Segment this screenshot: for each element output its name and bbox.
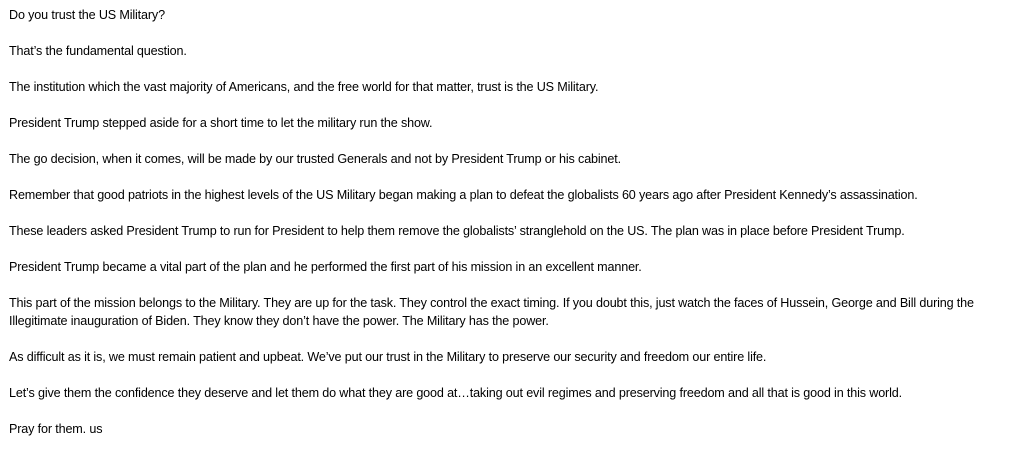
paragraph-confidence: Let’s give them the confidence they deserve and let them do what they are good at…taking out evil regimes and preserving freedom and all that is good in this world. <box>9 386 902 400</box>
paragraph-leaders: These leaders asked President Trump to run for President to help them remove the globalists’ stranglehold on the US. The plan was in place before President Trump. <box>9 224 905 238</box>
document-body <box>9 6 1021 438</box>
paragraph-patient: As difficult as it is, we must remain patient and upbeat. We’ve put our trust in the Military to preserve our security and freedom our entire life. <box>9 350 767 364</box>
paragraph-institution: The institution which the vast majority of Americans, and the free world for that matter, trust is the US Military. <box>9 80 599 94</box>
paragraph-question: Do you trust the US Military? <box>9 8 165 22</box>
paragraph-stepped-aside: President Trump stepped aside for a short time to let the military run the show. <box>9 116 433 130</box>
paragraph-pray: Pray for them. us <box>9 422 103 436</box>
paragraph-fundamental: That’s the fundamental question. <box>9 44 187 58</box>
paragraph-remember: Remember that good patriots in the highest levels of the US Military began making a plan to defeat the globalists 60 years ago after President Kennedy’s assassination. <box>9 188 918 202</box>
paragraph-mission: This part of the mission belongs to the Military. They are up for the task. They control the exact timing. If you doubt this, just watch the faces of Hussein, George and Bill during the Illegitimate inauguration of Biden. They know they don’t have the power. The Military has the power. <box>9 296 974 328</box>
paragraph-go-decision: The go decision, when it comes, will be made by our trusted Generals and not by President Trump or his cabinet. <box>9 152 621 166</box>
paragraph-vital-part: President Trump became a vital part of the plan and he performed the first part of his mission in an excellent manner. <box>9 260 642 274</box>
